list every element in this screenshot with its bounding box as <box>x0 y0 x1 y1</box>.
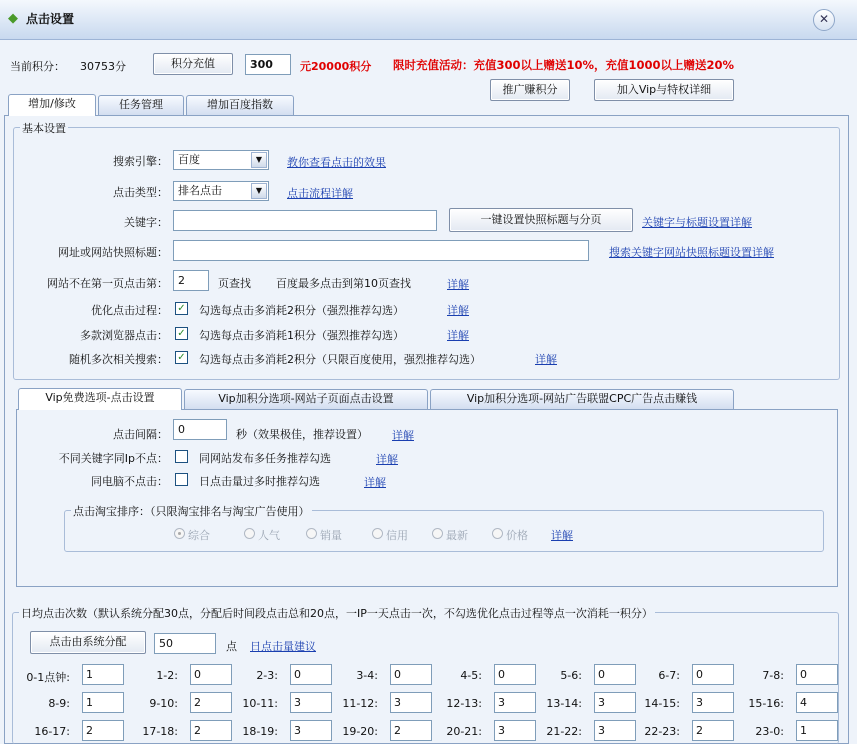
taobao-option-label: 最新 <box>446 529 468 542</box>
basic-settings-legend: 基本设置 <box>22 122 66 135</box>
hour-label: 8-9: <box>48 697 70 710</box>
multi-browser-text: 勾选每点击多消耗1积分（强烈推荐勾选） <box>199 329 404 342</box>
chevron-down-icon[interactable]: ▼ <box>251 152 267 168</box>
hour-label: 21-22: <box>546 725 582 738</box>
random-search-text: 勾选每点击多消耗2积分（只限百度使用，强烈推荐勾选） <box>199 353 481 366</box>
hour-count-input[interactable]: 2 <box>82 720 124 741</box>
hour-label: 9-10: <box>149 697 178 710</box>
keyword-title-link[interactable]: 关键字与标题设置详解 <box>642 216 752 229</box>
random-search-detail-link[interactable]: 详解 <box>535 353 557 366</box>
keyword-input[interactable] <box>173 210 437 231</box>
hour-label: 11-12: <box>342 697 378 710</box>
taobao-option-label: 人气 <box>258 529 280 542</box>
click-type-select-value[interactable]: 排名点击 <box>178 184 222 197</box>
gem-icon: ◆ <box>8 11 18 26</box>
hour-count-input[interactable]: 1 <box>82 664 124 685</box>
hour-count-input[interactable]: 0 <box>390 664 432 685</box>
same-pc-checkbox[interactable] <box>175 473 188 486</box>
vip-details-button[interactable]: 加入Vip与特权详细 <box>594 79 734 101</box>
hour-label: 12-13: <box>446 697 482 710</box>
multi-browser-label: 多款浏览器点击： <box>80 329 168 342</box>
title-bar <box>0 0 857 40</box>
hour-label: 22-23: <box>644 725 680 738</box>
same-pc-label: 同电脑不点击： <box>91 475 168 488</box>
hour-count-input[interactable]: 2 <box>190 692 232 713</box>
hour-count-input[interactable]: 0 <box>290 664 332 685</box>
close-button[interactable] <box>813 9 835 31</box>
daily-clicks-legend: 日均点击次数（默认系统分配30点，分配后时间段点击总和20点，一IP一天点击一次，不勾选优化点击过程等点一次消耗一积分） <box>21 607 653 620</box>
hour-label: 23-0: <box>755 725 784 738</box>
engine-effect-link[interactable]: 教你查看点击的效果 <box>287 156 386 169</box>
hour-label: 17-18: <box>142 725 178 738</box>
url-snapshot-link[interactable]: 搜索关键字网站快照标题设置详解 <box>609 246 774 259</box>
same-ip-checkbox[interactable] <box>175 450 188 463</box>
interval-label: 点击间隔： <box>113 428 168 441</box>
hour-count-input[interactable]: 3 <box>390 692 432 713</box>
daily-suggest-link[interactable]: 日点击量建议 <box>250 640 316 653</box>
daily-total-unit: 点 <box>226 640 237 653</box>
tab-add-edit[interactable]: 增加/修改 <box>8 94 96 116</box>
daily-total-input[interactable]: 50 <box>154 633 216 654</box>
hour-count-input[interactable]: 3 <box>494 720 536 741</box>
hour-label: 2-3: <box>256 669 278 682</box>
hour-label: 19-20: <box>342 725 378 738</box>
hour-count-input[interactable]: 0 <box>594 664 636 685</box>
same-pc-detail-link[interactable]: 详解 <box>364 476 386 489</box>
tab-vip-cpc[interactable]: Vip加积分选项-网站广告联盟CPC广告点击赚钱 <box>430 389 734 409</box>
hour-count-input[interactable]: 3 <box>692 692 734 713</box>
page-note: 页查找 <box>218 277 251 290</box>
window-title: 点击设置 <box>26 12 75 26</box>
click-type-select[interactable] <box>173 181 269 201</box>
system-allocate-button[interactable]: 点击由系统分配 <box>30 631 146 654</box>
optimize-checkbox[interactable]: ✓ <box>175 302 188 315</box>
hour-count-input[interactable]: 3 <box>594 692 636 713</box>
hour-label: 18-19: <box>242 725 278 738</box>
same-ip-text: 同网站发布多任务推荐勾选 <box>199 452 331 465</box>
taobao-option-label: 价格 <box>506 529 528 542</box>
hour-count-input[interactable]: 3 <box>290 720 332 741</box>
same-ip-detail-link[interactable]: 详解 <box>376 453 398 466</box>
keyword-label: 关键字： <box>124 216 168 229</box>
chevron-down-icon[interactable]: ▼ <box>251 183 267 199</box>
hour-label: 16-17: <box>34 725 70 738</box>
hour-label: 4-5: <box>460 669 482 682</box>
optimize-detail-link[interactable]: 详解 <box>447 304 469 317</box>
taobao-option-label: 信用 <box>386 529 408 542</box>
taobao-legend: 点击淘宝排序：（只限淘宝排名与淘宝广告使用） <box>73 505 310 518</box>
tab-baidu-index[interactable]: 增加百度指数 <box>186 95 294 115</box>
hour-label: 1-2: <box>156 669 178 682</box>
url-input[interactable] <box>173 240 589 261</box>
taobao-detail-link[interactable]: 详解 <box>551 529 573 542</box>
interval-note: 秒（效果极佳，推荐设置） <box>236 428 368 441</box>
hour-count-input[interactable]: 4 <box>796 692 838 713</box>
recharge-button[interactable]: 积分充值 <box>153 53 233 75</box>
optimize-label: 优化点击过程： <box>91 304 168 317</box>
page-label: 网站不在第一页点击第： <box>47 277 168 290</box>
taobao-radio-popularity[interactable] <box>244 528 255 539</box>
hour-count-input[interactable]: 3 <box>290 692 332 713</box>
taobao-option-label: 销量 <box>320 529 342 542</box>
engine-label: 搜索引擎： <box>113 155 168 168</box>
click-type-label: 点击类型： <box>113 186 168 199</box>
taobao-radio-newest[interactable] <box>432 528 443 539</box>
hour-count-input[interactable]: 1 <box>796 720 838 741</box>
promo-text: 限时充值活动：充值300以上赠送10%，充值1000以上赠送20% <box>393 58 735 72</box>
hour-label: 5-6: <box>560 669 582 682</box>
hour-label: 7-8: <box>762 669 784 682</box>
points-value: 30753分 <box>80 60 126 73</box>
hour-label: 0-1点钟: <box>26 671 70 684</box>
engine-select-value[interactable]: 百度 <box>178 153 200 166</box>
hour-count-input[interactable]: 0 <box>190 664 232 685</box>
set-snapshot-button[interactable]: 一键设置快照标题与分页 <box>449 208 633 232</box>
hour-label: 20-21: <box>446 725 482 738</box>
hour-label: 6-7: <box>658 669 680 682</box>
hour-count-input[interactable]: 2 <box>390 720 432 741</box>
recharge-amount-input[interactable]: 300 <box>245 54 291 75</box>
click-flow-link[interactable]: 点击流程详解 <box>287 187 353 200</box>
hour-count-input[interactable]: 3 <box>494 692 536 713</box>
hour-label: 13-14: <box>546 697 582 710</box>
hour-count-input[interactable]: 2 <box>692 720 734 741</box>
tab-vip-click[interactable]: Vip免费选项-点击设置 <box>18 388 182 410</box>
hour-count-input[interactable]: 2 <box>190 720 232 741</box>
multi-browser-detail-link[interactable]: 详解 <box>447 329 469 342</box>
hour-count-input[interactable]: 0 <box>692 664 734 685</box>
taobao-radio-sales[interactable] <box>306 528 317 539</box>
multi-browser-checkbox[interactable]: ✓ <box>175 327 188 340</box>
interval-input[interactable]: 0 <box>173 419 227 440</box>
tab-task-manage[interactable]: 任务管理 <box>98 95 184 115</box>
same-ip-label: 不同关键字同Ip不点： <box>58 452 168 465</box>
same-pc-text: 日点击量过多时推荐勾选 <box>199 475 320 488</box>
page-note-max: 百度最多点击到第10页查找 <box>276 277 411 290</box>
random-search-label: 随机多次相关搜索： <box>69 353 168 366</box>
engine-select[interactable] <box>173 150 269 170</box>
taobao-radio-credit[interactable] <box>372 528 383 539</box>
taobao-radio-comprehensive[interactable] <box>174 528 185 539</box>
random-search-checkbox[interactable]: ✓ <box>175 351 188 364</box>
optimize-text: 勾选每点击多消耗2积分（强烈推荐勾选） <box>199 304 404 317</box>
hour-count-input[interactable]: 1 <box>82 692 124 713</box>
conversion-text: 元20000积分 <box>300 60 372 73</box>
interval-detail-link[interactable]: 详解 <box>392 429 414 442</box>
page-input[interactable]: 2 <box>173 270 209 291</box>
taobao-option-label: 综合 <box>188 529 210 542</box>
hour-label: 3-4: <box>356 669 378 682</box>
points-label: 当前积分： <box>10 60 65 73</box>
promote-button[interactable]: 推广赚积分 <box>490 79 570 101</box>
close-icon[interactable]: ✕ <box>818 12 830 26</box>
page-detail-link[interactable]: 详解 <box>447 278 469 291</box>
hour-count-input[interactable]: 3 <box>594 720 636 741</box>
hour-count-input[interactable]: 0 <box>796 664 838 685</box>
hour-label: 14-15: <box>644 697 680 710</box>
url-label: 网址或网站快照标题： <box>58 246 168 259</box>
hour-label: 15-16: <box>748 697 784 710</box>
hour-count-input[interactable]: 0 <box>494 664 536 685</box>
tab-vip-subpage[interactable]: Vip加积分选项-网站子页面点击设置 <box>184 389 428 409</box>
taobao-radio-price[interactable] <box>492 528 503 539</box>
hour-label: 10-11: <box>242 697 278 710</box>
